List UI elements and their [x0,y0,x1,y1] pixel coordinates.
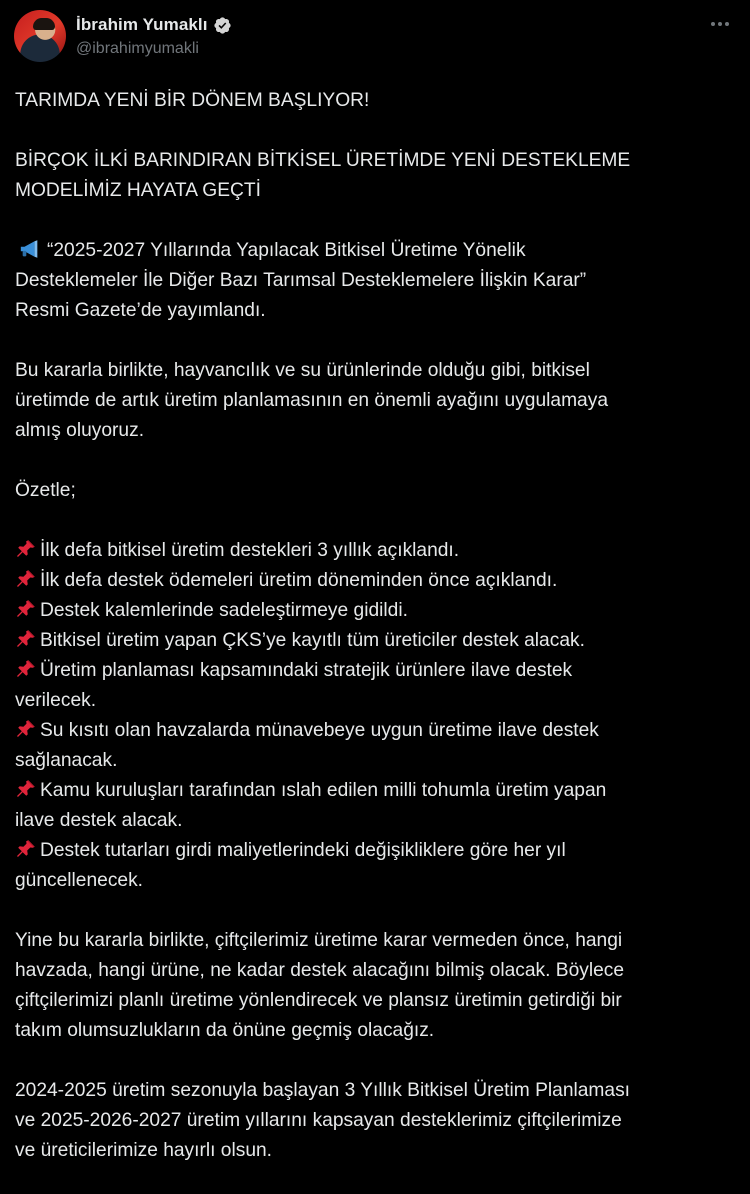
bullet-text: güncellenecek. [15,870,144,891]
handle[interactable]: @ibrahimyumakli [76,40,199,57]
pushpin-icon [15,538,37,560]
spacer [15,896,737,926]
bullet-line [15,566,737,596]
bullet-text: ilave destek alacak. [15,810,183,831]
bullet-text: Su kısıtı olan havzalarda münavebeye uygun üretime ilave destek [40,720,599,741]
pushpin-icon [15,658,37,680]
bullet-line [15,746,737,776]
spacer [15,326,737,356]
paragraph-line: almış oluyoruz. [15,420,145,441]
tweet-text [15,86,737,1166]
spacer [15,1046,737,1076]
bullet-text: Kamu kuruluşları tarafından ıslah edilen milli tohumla üretim yapan [40,780,607,801]
bullet-line [15,656,737,686]
spacer [15,116,737,146]
paragraph-line: ve üreticilerimize hayırlı olsun. [15,1140,272,1161]
bullet-text: Üretim planlaması kapsamındaki stratejik ürünlere ilave destek [40,660,573,681]
announcement-text: “2025-2027 Yıllarında Yapılacak Bitkisel Üretime Yönelik [47,240,526,261]
bullet-text: Destek kalemlerinde sadeleştirmeye gidildi. [40,600,408,621]
bullet-line [15,686,737,716]
paragraph-line: takım olumsuzlukların da önüne geçmiş olacağız. [15,1020,435,1041]
avatar[interactable] [14,10,66,62]
spacer [15,206,737,236]
tweet-heading: TARIMDA YENİ BİR DÖNEM BAŞLIYOR! [15,90,370,111]
bullet-line [15,626,737,656]
bullet-line [15,866,737,896]
summary-label: Özetle; [15,480,76,501]
bullet-line [15,536,737,566]
more-dot [725,22,729,26]
announcement-line: Resmi Gazete’de yayımlandı. [15,300,266,321]
paragraph-line: Yine bu kararla birlikte, çiftçilerimiz üretime karar vermeden önce, hangi [15,930,623,951]
pushpin-icon [15,628,37,650]
bullet-line [15,806,737,836]
spacer [15,506,737,536]
announcement-line [15,236,737,266]
bullet-text: İlk defa bitkisel üretim destekleri 3 yıllık açıklandı. [40,540,460,561]
tweet-subheading-line: MODELİMİZ HAYATA GEÇTİ [15,180,261,201]
tweet-header [14,10,736,66]
bullet-line [15,596,737,626]
pushpin-icon [15,718,37,740]
bullet-line [15,776,737,806]
bullet-text: İlk defa destek ödemeleri üretim döneminden önce açıklandı. [40,570,558,591]
bullet-text: Bitkisel üretim yapan ÇKS’ye kayıtlı tüm üreticiler destek alacak. [40,630,585,651]
display-name[interactable]: İbrahim Yumaklı [76,15,208,34]
paragraph-line: çiftçilerimizi planlı üretime yönlendirecek ve plansız üretimin getirdiği bir [15,990,622,1011]
paragraph-line: 2024-2025 üretim sezonuyla başlayan 3 Yıllık Bitkisel Üretim Planlaması [15,1080,631,1101]
paragraph-line: havzada, hangi ürüne, ne kadar destek alacağını bilmiş olacak. Böylece [15,960,625,981]
name-row [76,14,232,36]
tweet-subheading-line: BİRÇOK İLKİ BARINDIRAN BİTKİSEL ÜRETİMDE YENİ DESTEKLEME [15,150,631,171]
paragraph-line: üretimde de artık üretim planlamasının en önemli ayağını uygulamaya [15,390,608,411]
megaphone-icon [15,238,45,260]
bullet-text: verilecek. [15,690,97,711]
pushpin-icon [15,778,37,800]
more-dot [711,22,715,26]
pushpin-icon [15,838,37,860]
bullet-text: sağlanacak. [15,750,118,771]
bullet-text: Destek tutarları girdi maliyetlerindeki değişikliklere göre her yıl [40,840,566,861]
bullet-line [15,716,737,746]
paragraph-line: Bu kararla birlikte, hayvancılık ve su ürünlerinde olduğu gibi, bitkisel [15,360,590,381]
verified-badge-icon [213,16,232,35]
announcement-line: Desteklemeler İle Diğer Bazı Tarımsal Desteklemelere İlişkin Karar” [15,270,587,291]
bullet-list [15,536,737,896]
more-dot [718,22,722,26]
pushpin-icon [15,568,37,590]
avatar-hair [33,18,55,30]
spacer [15,446,737,476]
pushpin-icon [15,598,37,620]
bullet-line [15,836,737,866]
more-options-icon[interactable] [706,12,734,36]
paragraph-line: ve 2025-2026-2027 üretim yıllarını kapsayan desteklerimiz çiftçilerimize [15,1110,622,1131]
